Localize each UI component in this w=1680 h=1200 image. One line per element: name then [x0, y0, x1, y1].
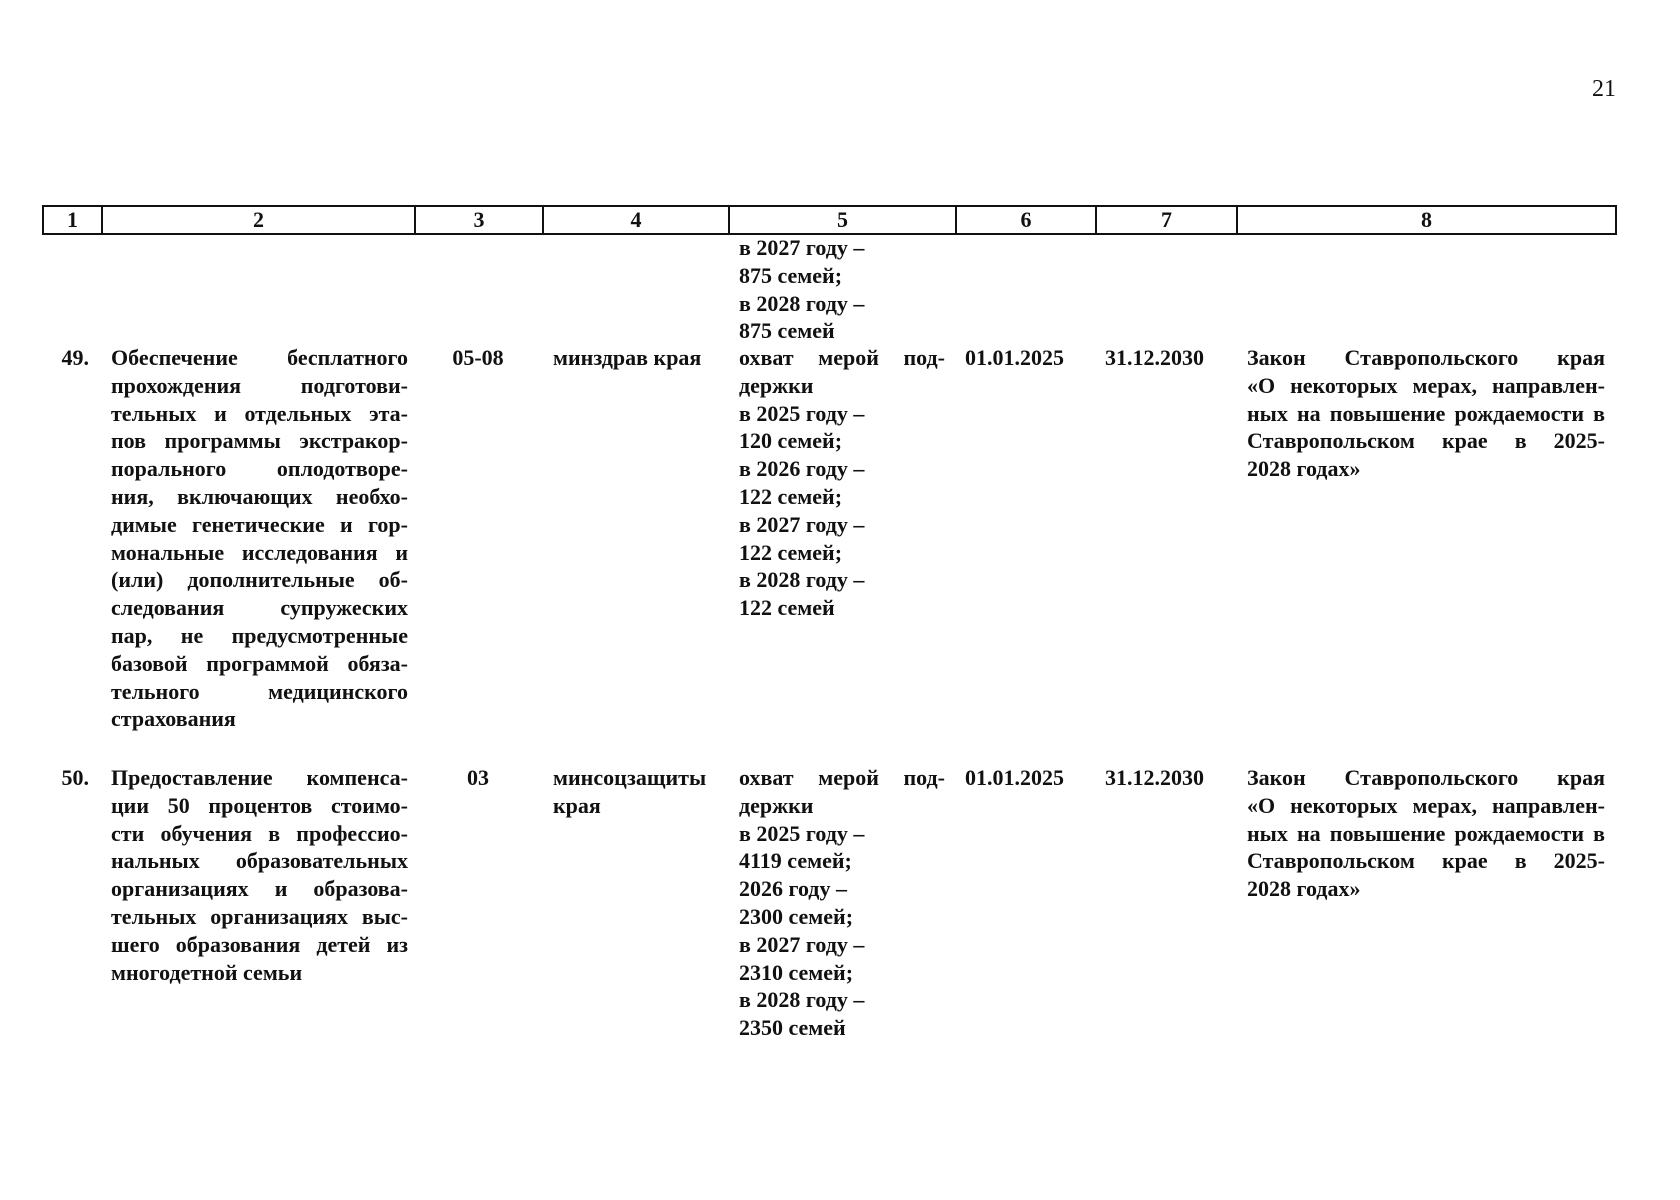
indicator-line: 4119 семей; — [739, 848, 852, 874]
description-line: (или) дополнительные об- — [111, 567, 408, 593]
header-col-3: 3 — [415, 206, 543, 234]
description-line: порального оплодотворе- — [111, 456, 408, 482]
description-line: димые генетические и гор- — [111, 511, 408, 537]
indicator-cell — [728, 344, 955, 764]
description-line: следования супружеских — [111, 595, 408, 621]
description-line: мональные исследования и — [111, 539, 408, 565]
description-line: Обеспечение бесплатного — [111, 345, 408, 370]
legal-basis-line: Ставропольском крае в 2025- — [1247, 428, 1605, 454]
indicator-line: 875 семей; — [739, 262, 843, 288]
header-col-7: 7 — [1096, 206, 1237, 234]
indicator-line: в 2025 году – — [739, 820, 865, 846]
header-col-4: 4 — [543, 206, 729, 234]
header-col-8: 8 — [1237, 206, 1616, 234]
executor-line: края — [553, 792, 601, 818]
indicator-line: держки — [739, 372, 814, 398]
indicator-line: в 2027 году – — [739, 235, 865, 260]
table-row — [42, 344, 1615, 764]
legal-basis-line: Ставропольском крае в 2025- — [1247, 848, 1605, 874]
header-col-6: 6 — [956, 206, 1096, 234]
legal-basis-line: «О некоторых мерах, направлен- — [1247, 792, 1605, 818]
table-body — [42, 234, 1615, 1042]
end-date: 31.12.2030 — [1105, 765, 1204, 790]
indicator-line: в 2027 году – — [739, 511, 865, 537]
description-line: прохождения подготови- — [111, 372, 408, 398]
legal-basis-line: 2028 годах» — [1247, 876, 1361, 902]
indicator-line: 120 семей; — [739, 428, 843, 454]
code-cell: 05-08 — [452, 345, 504, 370]
executor-line: минсоцзащиты — [553, 765, 707, 790]
description-line: шего образования детей из — [111, 931, 408, 957]
description-line: многодетной семьи — [111, 959, 303, 985]
description-line: базовой программой обяза- — [111, 650, 408, 676]
indicator-line: в 2026 году – — [739, 456, 865, 482]
indicator-line: в 2027 году – — [739, 931, 865, 957]
row-number: 49. — [61, 345, 89, 370]
description-line: страхования — [111, 706, 236, 732]
legal-basis — [1236, 764, 1615, 1042]
indicator-line: держки — [739, 792, 814, 818]
column-number-header — [42, 205, 1617, 235]
indicator-line: в 2025 году – — [739, 400, 865, 426]
indicator-line: в 2028 году – — [739, 567, 865, 593]
measure-description — [101, 344, 414, 764]
legal-basis — [1236, 344, 1615, 764]
indicator-line: охват мерой под- — [739, 345, 945, 370]
indicator-line: 122 семей; — [739, 483, 843, 509]
indicator-line: в 2028 году – — [739, 290, 865, 316]
end-date: 31.12.2030 — [1105, 345, 1204, 370]
legal-basis-line: ных на повышение рождаемости в — [1247, 400, 1605, 426]
executor-cell — [542, 344, 728, 764]
indicator-line: 2300 семей; — [739, 903, 854, 929]
indicator-line: 2350 семей — [739, 1015, 846, 1041]
legal-basis-line: 2028 годах» — [1247, 456, 1361, 482]
legal-basis-line: ных на повышение рождаемости в — [1247, 820, 1605, 846]
description-line: тельных организациях выс- — [111, 903, 408, 929]
legal-basis-line: «О некоторых мерах, направлен- — [1247, 372, 1605, 398]
indicator-line: 122 семей — [739, 595, 835, 621]
description-line: организациях и образова- — [111, 876, 408, 902]
description-line: пар, не предусмотренные — [111, 622, 408, 648]
description-line: Предоставление компенса- — [111, 765, 408, 790]
indicator-line: 2310 семей; — [739, 959, 854, 985]
description-line: нальных образовательных — [111, 848, 408, 874]
row-number: 50. — [61, 765, 89, 790]
continuation-row — [42, 234, 1615, 344]
table-row — [42, 764, 1615, 1042]
description-line: ции 50 процентов стоимо- — [111, 792, 408, 818]
description-line: тельных и отдельных эта- — [111, 400, 408, 426]
description-line: сти обучения в профессио- — [111, 820, 408, 846]
code-cell: 03 — [467, 765, 489, 790]
indicator-cell — [728, 764, 955, 1042]
description-line: тельного медицинского — [111, 678, 408, 704]
description-line: ния, включающих необхо- — [111, 483, 408, 509]
header-col-5: 5 — [729, 206, 956, 234]
start-date: 01.01.2025 — [965, 345, 1064, 370]
indicator-line: в 2028 году – — [739, 987, 865, 1013]
page-number: 21 — [1592, 76, 1616, 102]
legal-basis-line: Закон Ставропольского края — [1247, 765, 1605, 790]
legal-basis-line: Закон Ставропольского края — [1247, 345, 1605, 370]
continuation-indicator-cell — [728, 234, 955, 344]
header-col-1: 1 — [43, 206, 102, 234]
indicator-line: 122 семей; — [739, 539, 843, 565]
description-line: пов программы экстракор- — [111, 428, 408, 454]
indicator-line: охват мерой под- — [739, 765, 945, 790]
indicator-line: 2026 году – — [739, 876, 847, 902]
executor-line: минздрав края — [553, 345, 702, 370]
executor-cell — [542, 764, 728, 1042]
start-date: 01.01.2025 — [965, 765, 1064, 790]
indicator-line: 875 семей — [739, 318, 835, 344]
header-col-2: 2 — [102, 206, 415, 234]
measure-description — [101, 764, 414, 1042]
